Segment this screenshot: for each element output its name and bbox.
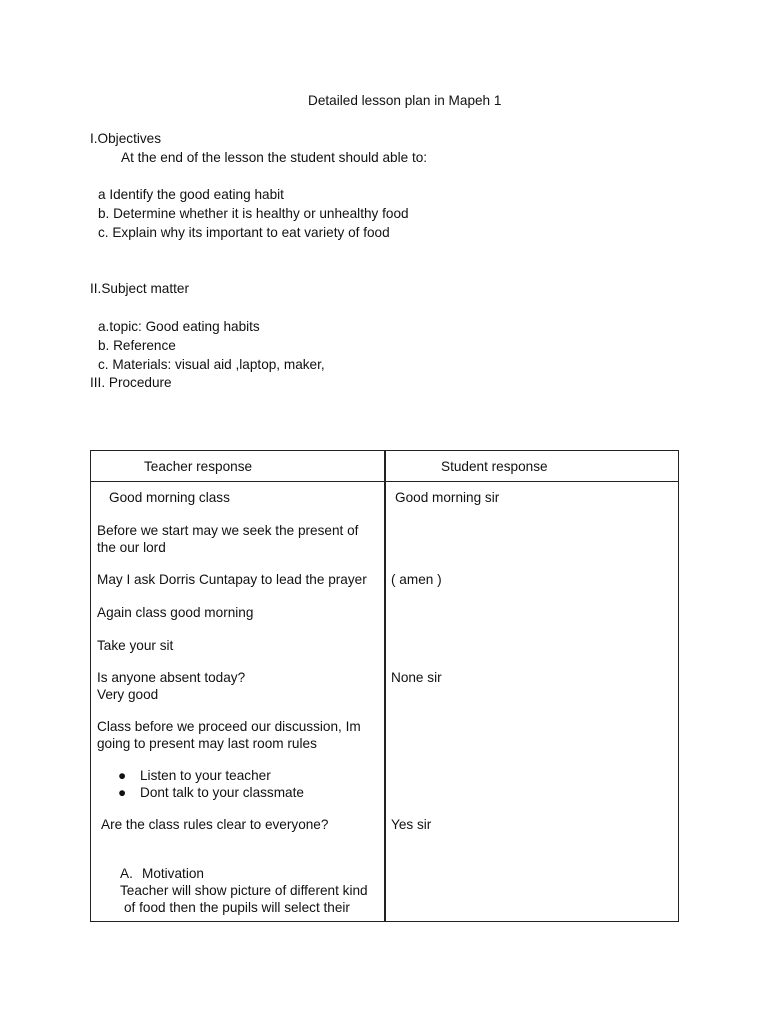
procedure-heading: III. Procedure [90, 375, 172, 390]
objectives-intro: At the end of the lesson the student should able to: [121, 150, 428, 165]
student-yes: Yes sir [391, 817, 432, 832]
teacher-absent-question: Is anyone absent today? [97, 670, 246, 685]
objective-item-a: a Identify the good eating habit [98, 187, 284, 202]
teacher-very-good: Very good [97, 687, 159, 702]
subject-matter-reference: b. Reference [98, 338, 176, 353]
teacher-rules-line-2: going to present may last room rules [97, 736, 317, 751]
lesson-plan-title: Detailed lesson plan in Mapeh 1 [308, 93, 502, 108]
bullet-icon: ● [118, 785, 127, 800]
teacher-rules-clear: Are the class rules clear to everyone? [101, 817, 329, 832]
teacher-take-sit: Take your sit [97, 638, 174, 653]
student-amen: ( amen ) [391, 572, 442, 587]
motivation-label: A. [120, 866, 133, 881]
teacher-lead-prayer: May I ask Dorris Cuntapay to lead the prayer [97, 572, 367, 587]
objective-item-c: c. Explain why its important to eat variety of food [98, 225, 390, 240]
motivation-title: Motivation [142, 866, 204, 881]
objectives-heading: I.Objectives [90, 131, 162, 146]
subject-matter-heading: II.Subject matter [90, 281, 189, 296]
teacher-again-greeting: Again class good morning [97, 605, 254, 620]
procedure-table [90, 450, 679, 922]
header-divider [91, 481, 678, 482]
subject-matter-topic: a.topic: Good eating habits [98, 319, 260, 334]
motivation-line-1: Teacher will show picture of different kind [120, 883, 368, 898]
teacher-response-header: Teacher response [144, 459, 253, 474]
student-response-header: Student response [441, 459, 548, 474]
rule-bullet-1 [118, 768, 271, 784]
subject-matter-materials: c. Materials: visual aid ,laptop, maker, [98, 357, 325, 372]
student-greeting: Good morning sir [395, 490, 500, 505]
teacher-greeting: Good morning class [109, 490, 230, 505]
motivation-line-2: of food then the pupils will select their [124, 900, 350, 915]
objective-item-b: b. Determine whether it is healthy or unhealthy food [98, 206, 409, 221]
rule-text-1: Listen to your teacher [140, 768, 271, 783]
student-none: None sir [391, 670, 442, 685]
column-divider [384, 451, 386, 921]
teacher-prayer-line-1: Before we start may we seek the present of [97, 523, 359, 538]
motivation-heading [120, 866, 204, 882]
teacher-rules-line-1: Class before we proceed our discussion, Im [97, 719, 361, 734]
bullet-icon: ● [118, 768, 127, 783]
rule-bullet-2 [118, 785, 304, 801]
teacher-prayer-line-2: the our lord [97, 540, 166, 555]
rule-text-2: Dont talk to your classmate [140, 785, 304, 800]
